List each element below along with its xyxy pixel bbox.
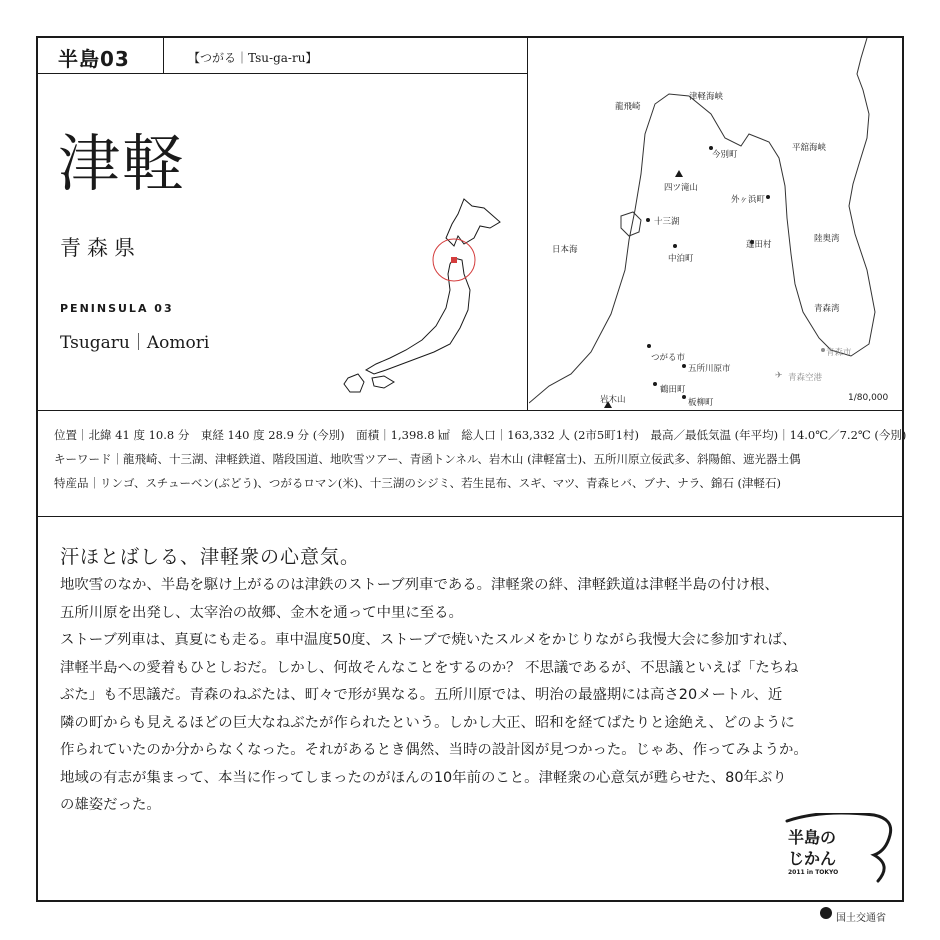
header-divider bbox=[38, 73, 528, 74]
info-location-line: 位置｜北緯 41 度 10.8 分 東経 140 度 28.9 分 (今別) 面積｜1,398.8 ㎢ 総人口｜163,332 人 (2市5町1村) 最高／最低気温 (年平均)｜14.0℃／7.2℃ (今別) bbox=[54, 428, 907, 442]
info-keywords-line: キーワード｜龍飛崎、十三湖、津軽鉄道、階段国道、地吹雪ツアー、青函トンネル、岩木山 (津軽富士)、五所川原立佞武多、斜陽館、遮光器土偶 bbox=[54, 452, 801, 466]
logo-line1: 半島の bbox=[788, 828, 837, 847]
tsugaru-marker bbox=[451, 257, 457, 263]
shikoku-outline bbox=[372, 376, 394, 388]
peninsula-code: PENINSULA 03 bbox=[60, 302, 174, 315]
map-label-tairadate-strait: 平舘海峡 bbox=[792, 143, 827, 153]
map-label-yomogita: 蓬田村 bbox=[746, 240, 772, 250]
info-bottom-divider bbox=[38, 516, 902, 517]
map-label-sea-of-japan: 日本海 bbox=[552, 245, 578, 255]
map-label-aomori-bay: 青森湾 bbox=[814, 304, 840, 314]
article-body: 地吹雪のなか、半島を駆け上がるのは津鉄のストーブ列車である。津軽衆の絆、津軽鉄道は津軽半島の付け根、 五所川原を出発し、太宰治の故郷、金木を通って中里に至る。 ストーブ列車は、真夏にも走る。車中温度50度、ストーブで焼いたスルメをかじりながら我慢大会に参加すれば、 津軽半島への愛着もひとしおだ。しかし、何故そんなことをするのか？ 不思議であるが、不思議といえば「たちね ぶた」も不思議だ。青森のねぶたは、町々で形が異なる。五所川原では、明治の最盛期には高さ20メートル、近 隣の町からも見えるほどの巨大なねぶたが作られたという。しかし大正、昭和を経てぱたりと途絶え、どのように 作られていたのか分からなくなった。それがあるとき偶然、当時の設計図が見つかった。じゃあ、作ってみようか。 地域の有志が集まって、本当に作ってしまったのがほんの10年前のこと。津軽衆の心意気が甦らせた、80年ぶり の雄姿だった。 bbox=[60, 577, 808, 813]
tag-divider bbox=[163, 38, 164, 73]
honshu-outline bbox=[366, 258, 470, 374]
hanto-no-jikan-logo bbox=[782, 813, 912, 885]
article-headline: 汗ほとばしる、津軽衆の心意気。 bbox=[60, 546, 361, 568]
map-label-aomori-city: 青森市 bbox=[826, 348, 852, 358]
peninsula-card bbox=[36, 36, 907, 902]
reading-subtitle: 【つがる｜Tsu-ga-ru】 bbox=[188, 51, 318, 65]
publisher-credit: 国土交通省 bbox=[836, 913, 886, 924]
logo-line2: じかん bbox=[788, 849, 837, 868]
svg-text:✈: ✈ bbox=[775, 371, 783, 381]
mlit-emblem-icon bbox=[820, 907, 832, 919]
map-label-jusanko: 十三湖 bbox=[654, 217, 680, 227]
mountain-markers bbox=[604, 170, 686, 408]
map-scale: 1/80,000 bbox=[848, 393, 889, 403]
kyushu-outline bbox=[344, 374, 364, 392]
map-label-imabetsu: 今別町 bbox=[712, 150, 738, 160]
prefecture-name: 青森県 bbox=[60, 236, 141, 260]
map-label-tsugaru-city: つがる市 bbox=[651, 353, 686, 363]
info-top-divider bbox=[38, 410, 902, 411]
map-label-tsugaru-strait: 津軽海峡 bbox=[689, 92, 724, 102]
map-label-goshogawara: 五所川原市 bbox=[688, 364, 731, 374]
page-title: 津軽 bbox=[58, 127, 187, 200]
map-label-mutsu-bay: 陸奥湾 bbox=[814, 234, 840, 244]
map-label-tappizaki: 龍飛崎 bbox=[615, 102, 641, 112]
info-products-line: 特産品｜リンゴ、スチューベン(ぶどう)、つがるロマン(米)、十三湖のシジミ、若生昆布、スギ、マツ、青森ヒバ、ブナ、ナラ、錦石 (津軽石) bbox=[54, 476, 781, 490]
map-label-tsuruta: 鶴田町 bbox=[660, 385, 686, 395]
map-divider bbox=[527, 38, 528, 410]
map-label-aomori-airport: 青森空港 bbox=[788, 373, 823, 383]
map-label-sotogahama: 外ヶ浜町 bbox=[731, 195, 766, 205]
logo-line3: 2011 in TOKYO bbox=[788, 869, 839, 876]
romaji-name: Tsugaru｜Aomori bbox=[60, 333, 210, 353]
japan-locator-map bbox=[314, 194, 514, 394]
map-label-itayanagi: 板柳町 bbox=[688, 398, 714, 408]
map-label-yotsutakiyama: 四ツ滝山 bbox=[664, 183, 699, 193]
map-label-iwakisan: 岩木山 bbox=[600, 395, 626, 405]
peninsula-number: 半島03 bbox=[58, 47, 130, 71]
map-label-nakadomari: 中泊町 bbox=[668, 254, 694, 264]
